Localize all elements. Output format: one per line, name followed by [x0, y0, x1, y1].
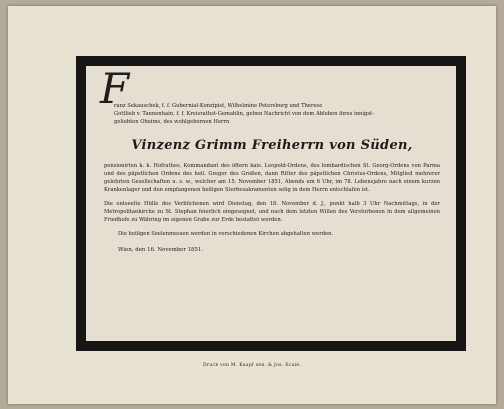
- printer-imprint: Druck von M. Kaapf sen. & Jos. Ecaié.: [202, 363, 302, 368]
- notice-text: [104, 102, 440, 254]
- intro-line-3: geliebten Oheims, des wohlgebornen Herrn: [114, 119, 230, 125]
- intro-line-1: ranz Sekauschek, f. f. Gubernial-Konzipist, Wilhelmine Petersburg und Therese: [114, 103, 323, 109]
- body-paragraph-2: Die entseelte Hülle des Verblichenen wird Dienstag, den 18. November d. J., punkt halb 3 Uhr Nachmittags, in der Metropolitankirche zu St. Stephan feierlich eingesegnet, und nach dem letzten Willen des Verstorbenen in dem allgemeinen Friedhofe zu Währing im eigenen Grabe zur Erde bestattet werden.: [104, 201, 440, 223]
- notice-panel: [86, 66, 456, 341]
- body-paragraph-1: pensionirten k. k. Hofrathes, Kommandant des öftern kais. Leopold-Ordens, des lombardischen St. Georg-Ordens von Parma und des päpstlichen Ordens des heil. Gregor des Großen, dann Ritter des päpstlichen Christus-Ordens, Mitglied mehrerer gelehrten Gesellschaften u. s. w., welcher am 15. November 1851, Abends um 6 Uhr, im 78. Lebensjahre nach einem kurzen Krankenlager und den empfangenen heiligen Sterbesakramenten selig in dem Herrn entschlafen ist.: [104, 163, 440, 193]
- body-paragraph-3: Die heiligen Seelenmessen werden in verschiedenen Kirchen abgehalten werden.: [118, 231, 334, 237]
- mourning-border: [76, 56, 466, 351]
- intro-line-2: Gottlieb v. Tannenhain, f. f. Kreisrathst-Gemahlin, geben Nachricht von dem Ableben ihres innigst-: [114, 111, 374, 117]
- deceased-name: Vinzenz Grimm Freiherrn von Süden,: [131, 138, 413, 153]
- paper-sheet: [8, 6, 496, 404]
- date-line: Wien, den 16. November 1851.: [118, 247, 204, 253]
- decorative-initial-f: F: [100, 64, 130, 113]
